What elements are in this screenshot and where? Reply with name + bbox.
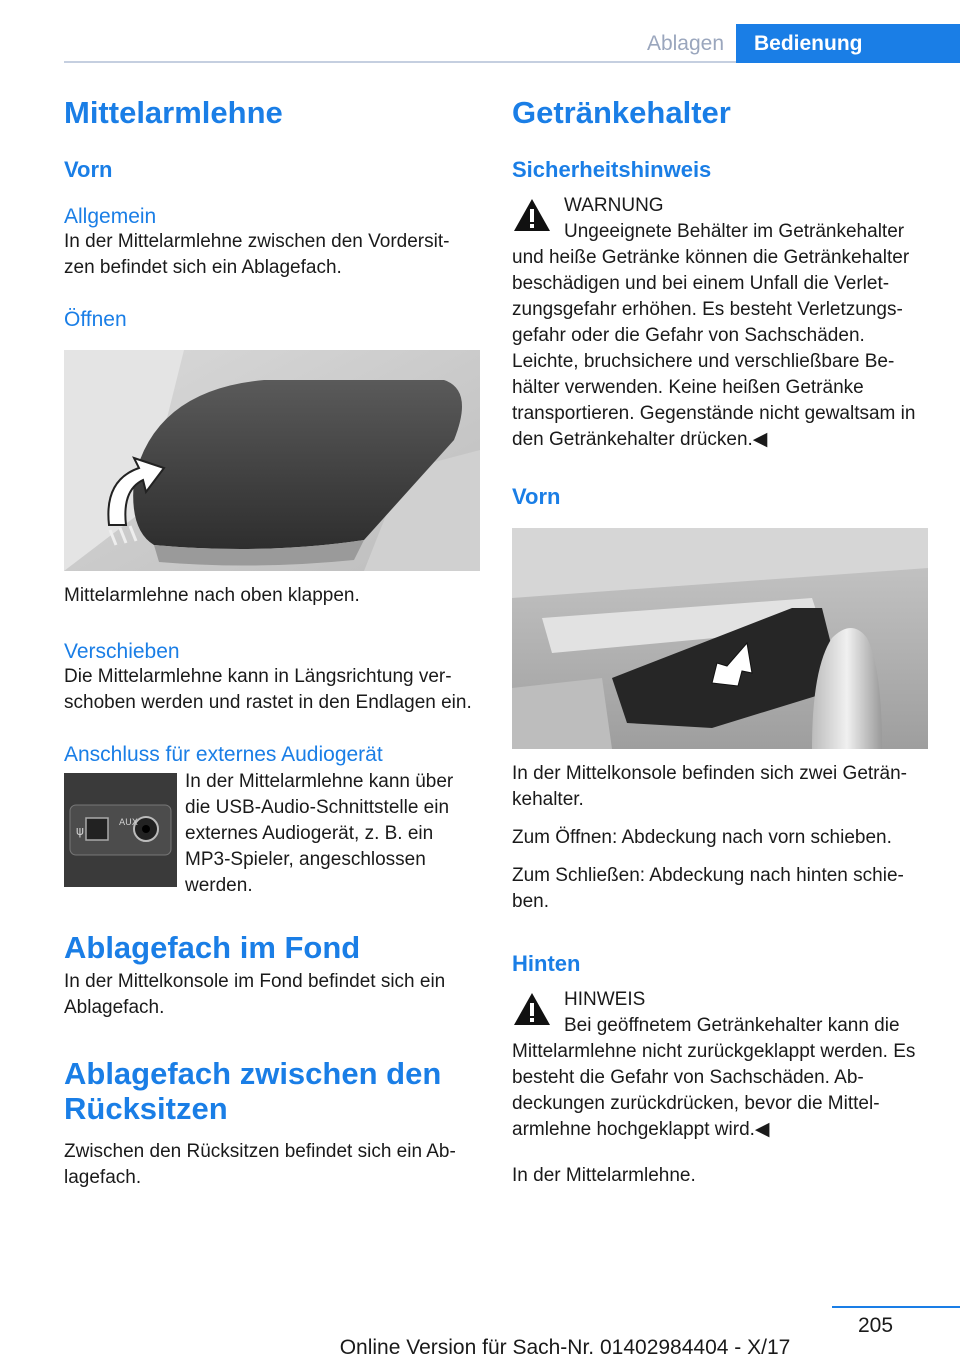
notice-block xyxy=(512,987,928,1039)
warning-text: und heiße Getränke können die Getränkehalter beschädigen und bei einem Unfall die Verlet- zungsgefahr erhöhen. Es besteht Verletzungs- gefahr oder die Gefahr von Sachschäden. Leichte, bruchsichere und verschließbare Be- hälter verwenden. Keine heißen Getränke transportieren. Gegenstände nicht gewaltsam in den Getränkehalter drücken.◀ xyxy=(512,246,916,450)
notice-label: HINWEIS xyxy=(564,988,646,1010)
notice-triangle-icon xyxy=(512,991,552,1027)
notice-first-line: Bei geöffnetem Getränkehalter kann die xyxy=(564,1014,900,1036)
left-column xyxy=(64,96,480,1191)
svg-text:ψ: ψ xyxy=(76,823,84,838)
section-title-ablagefach-fond: Ablagefach im Fond xyxy=(64,929,361,965)
svg-text:AUX: AUX xyxy=(119,817,138,828)
subheading-vorn-right: Vorn xyxy=(512,483,561,509)
page-number: 205 xyxy=(858,1314,894,1337)
subheading-hinten: Hinten xyxy=(512,950,581,976)
notice-text: Mittelarmlehne nicht zurückgeklappt werden. Es besteht die Gefahr von Sachschäden. Ab- deckungen zurückdrücken, bevor die Mittel- armlehne hochgeklappt wird.◀ xyxy=(512,1040,916,1140)
tab-bedienung[interactable]: Bedienung xyxy=(736,24,960,63)
tab-ablagen[interactable]: Ablagen xyxy=(646,32,725,55)
subheading-vorn: Vorn xyxy=(64,156,113,182)
footer-text: Online Version für Sach-Nr. 01402984404 - X/17 xyxy=(339,1336,791,1359)
hinten-text: In der Mittelarmlehne. xyxy=(512,1164,696,1186)
subheading-verschieben: Verschieben xyxy=(64,639,180,663)
subheading-oeffnen: Öffnen xyxy=(64,307,127,331)
anschluss-text: In der Mittelarmlehne kann über die USB-Audio-Schnittstelle ein externes Audiogerät, z. B. ein MP3-Spieler, angeschlossen werden. xyxy=(185,770,454,896)
vorn-text-3: Zum Schließen: Abdeckung nach hinten schie- ben. xyxy=(512,864,904,912)
section-title-getraenkehalter: Getränkehalter xyxy=(512,95,731,130)
section-title-mittelarmlehne: Mittelarmlehne xyxy=(64,95,283,130)
ruecksitze-text: Zwischen den Rücksitzen befindet sich ein Ab- lagefach. xyxy=(64,1140,456,1188)
armrest-photo xyxy=(64,350,480,571)
right-column xyxy=(512,96,928,1189)
warning-first-line: Ungeeignete Behälter im Getränkehalter xyxy=(564,220,905,242)
cupholder-photo xyxy=(512,528,928,749)
fond-text: In der Mittelkonsole im Fond befindet sich ein Ablagefach. xyxy=(64,971,446,1019)
subheading-anschluss: Anschluss für externes Audiogerät xyxy=(64,742,383,766)
verschieben-text: Die Mittelarmlehne kann in Längsrichtung ver- schoben werden und rastet in den Endlagen ein. xyxy=(64,665,472,713)
subheading-sicherheitshinweis: Sicherheitshinweis xyxy=(512,156,712,182)
subheading-allgemein: Allgemein xyxy=(64,204,157,228)
warning-triangle-icon xyxy=(512,197,552,233)
warning-label: WARNUNG xyxy=(564,194,664,216)
usb-audio-photo xyxy=(64,773,177,887)
vorn-text-1: In der Mittelkonsole befinden sich zwei Geträn- kehalter. xyxy=(512,762,907,810)
oeffnen-caption: Mittelarmlehne nach oben klappen. xyxy=(64,584,360,606)
vorn-text-2: Zum Öffnen: Abdeckung nach vorn schieben. xyxy=(512,826,892,848)
section-title-ablagefach-ruecksitze: Ablagefach zwischen den Rücksitzen xyxy=(64,1056,442,1127)
allgemein-text: In der Mittelarmlehne zwischen den Vordersit- zen befindet sich ein Ablagefach. xyxy=(64,230,450,278)
audio-jack-block xyxy=(64,770,480,903)
page-number-rule xyxy=(832,1306,960,1308)
warning-block xyxy=(512,193,928,245)
